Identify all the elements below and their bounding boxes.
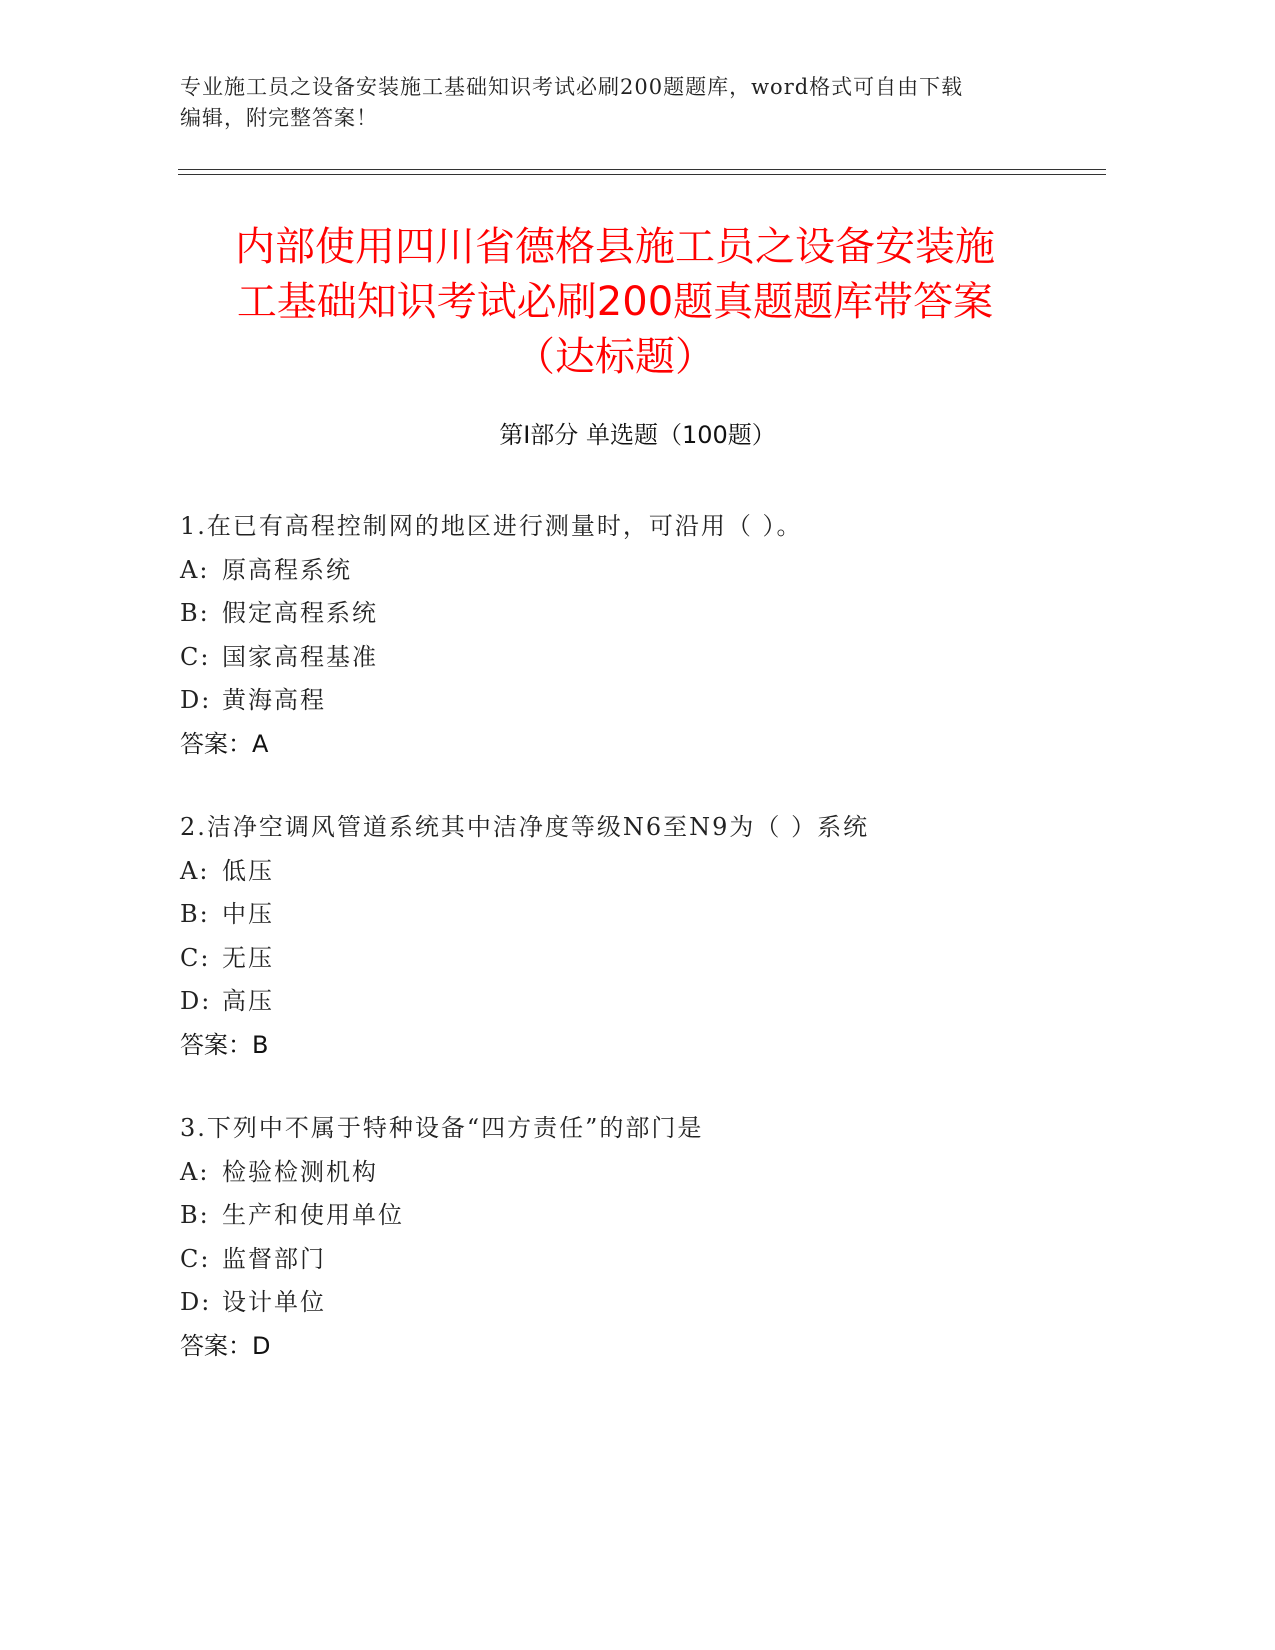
option-text: 黄海高程	[222, 686, 326, 714]
question-2	[180, 806, 1080, 1067]
option-letter: A:	[180, 555, 210, 584]
option-letter: B:	[180, 1201, 210, 1229]
option-text: 监督部门	[222, 1244, 326, 1273]
option-letter: C:	[180, 943, 211, 972]
question-text: 1.在已有高程控制网的地区进行测量时，可沿用（ ）。	[180, 512, 803, 540]
option-a	[180, 1151, 1080, 1195]
header-note	[180, 72, 1050, 134]
header-note-line1: 专业施工员之设备安装施工基础知识考试必刷200题题库，word格式可自由下载	[180, 75, 964, 99]
option-letter: B:	[180, 900, 210, 928]
option-text: 生产和使用单位	[222, 1201, 404, 1229]
header-divider-bottom	[178, 174, 1106, 175]
title-line2: 工基础知识考试必刷200题真题题库带答案	[236, 279, 994, 325]
document-title	[180, 220, 1050, 385]
option-letter: A:	[180, 1157, 210, 1186]
option-text: 高压	[222, 987, 274, 1015]
answer-line: 答案：D	[180, 1331, 271, 1360]
option-letter: A:	[180, 856, 210, 885]
option-text: 检验检测机构	[222, 1157, 378, 1186]
option-a	[180, 549, 1080, 593]
option-text: 设计单位	[222, 1288, 326, 1316]
option-b	[180, 1194, 1080, 1238]
option-letter: C:	[180, 642, 211, 671]
option-text: 假定高程系统	[222, 599, 378, 627]
answer-line: 答案：A	[180, 729, 269, 758]
option-text: 原高程系统	[222, 555, 352, 584]
option-text: 无压	[222, 943, 274, 972]
header-note-line2: 编辑，附完整答案！	[180, 106, 378, 130]
option-letter: D:	[180, 1288, 212, 1316]
question-text: 3.下列中不属于特种设备“四方责任”的部门是	[180, 1114, 704, 1142]
question-3	[180, 1107, 1080, 1368]
option-c	[180, 1238, 1080, 1282]
option-letter: D:	[180, 686, 212, 714]
option-text: 低压	[222, 856, 274, 885]
option-b	[180, 592, 1080, 636]
option-c	[180, 636, 1080, 680]
question-text: 2.洁净空调风管道系统其中洁净度等级N6至N9为（ ）系统	[180, 813, 870, 841]
option-d	[180, 980, 1080, 1024]
section-title: 第Ⅰ部分 单选题（100题）	[499, 421, 776, 449]
option-c	[180, 937, 1080, 981]
option-letter: D:	[180, 987, 212, 1015]
option-d	[180, 679, 1080, 723]
header-divider-top	[178, 169, 1106, 170]
option-a	[180, 850, 1080, 894]
question-list	[180, 505, 1080, 1408]
title-line3: （达标题）	[515, 334, 715, 380]
option-letter: C:	[180, 1244, 211, 1273]
option-d	[180, 1281, 1080, 1325]
option-letter: B:	[180, 599, 210, 627]
question-1	[180, 505, 1080, 766]
option-b	[180, 893, 1080, 937]
title-line1: 内部使用四川省德格县施工员之设备安装施	[235, 224, 995, 270]
answer-line: 答案：B	[180, 1030, 269, 1059]
option-text: 中压	[222, 900, 274, 928]
option-text: 国家高程基准	[222, 642, 378, 671]
